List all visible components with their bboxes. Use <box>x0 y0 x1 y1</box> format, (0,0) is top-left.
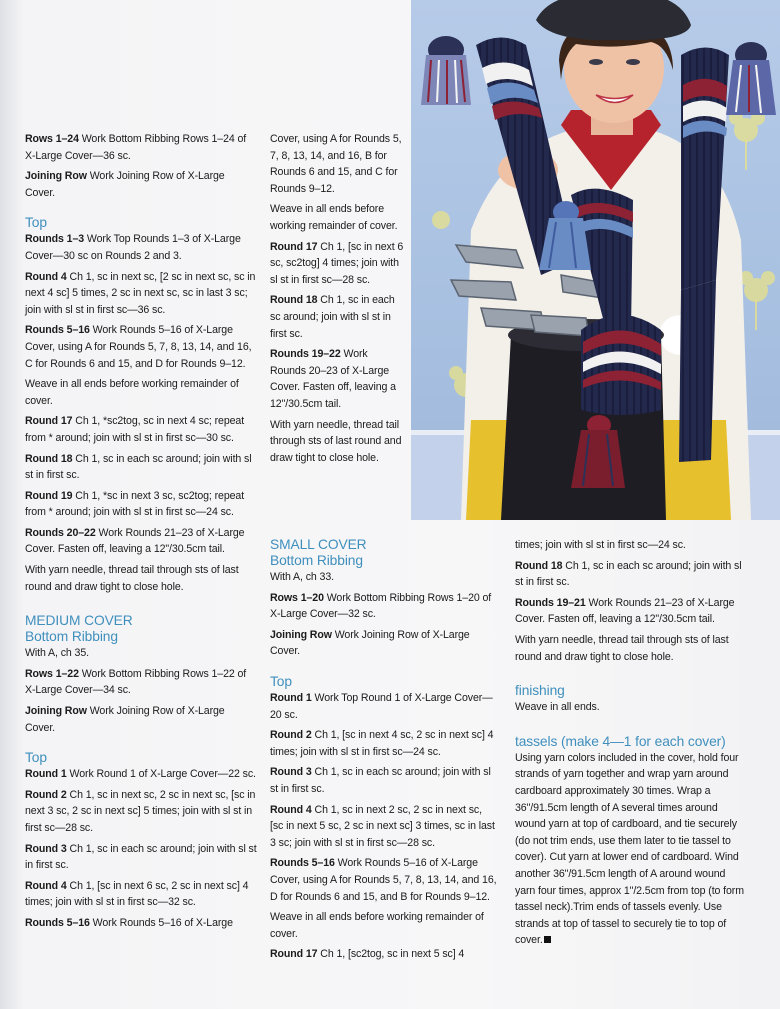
paragraph: Round 3 Ch 1, sc in each sc around; join with sl st in first sc. <box>25 842 257 872</box>
paragraph: Rounds 1–3 Work Top Rounds 1–3 of X-Large Cover—30 sc on Rounds 2 and 3. <box>25 233 241 262</box>
column-3 <box>515 537 747 953</box>
paragraph: Round 19 Ch 1, *sc in next 3 sc, sc2tog; repeat from * around; join with sl st in first sc—24 sc. <box>25 489 245 519</box>
paragraph: Round 2 Ch 1, [sc in next 4 sc, 2 sc in next sc] 4 times; join with sl st in first sc—24 sc. <box>270 729 494 758</box>
paragraph: With A, ch 35. <box>25 647 89 660</box>
paragraph: Round 2 Ch 1, sc in next sc, 2 sc in next sc, [sc in next 3 sc, 2 sc in next sc] 5 times; join with sl st in first sc—28 sc. <box>25 788 256 834</box>
subsection-heading: Bottom Ribbing <box>270 553 363 568</box>
paragraph: Rounds 5–16 Work Rounds 5–16 of X-Large <box>25 916 233 929</box>
paragraph: Round 17 Ch 1, *sc2tog, sc in next 4 sc; repeat from * around; join with sl st in first sc—30 sc. <box>25 415 245 444</box>
paragraph: Rounds 5–16 Work Rounds 5–16 of X-Large Cover, using A for Rounds 5, 7, 8, 13, 14, and 16, D for Rounds 6 and 15, and B for Rounds 9–12. <box>270 857 497 903</box>
paragraph: Round 18 Ch 1, sc in each sc around; join with sl st in first sc. <box>270 294 395 340</box>
paragraph: With A, ch 33. <box>270 571 334 583</box>
column-2-lower <box>270 537 498 967</box>
paragraph: Round 18 Ch 1, sc in each sc around; join with sl st in first sc. <box>25 452 252 482</box>
column-2-upper <box>270 131 406 470</box>
paragraph: Round 1 Work Round 1 of X-Large Cover—22 sc. <box>25 768 256 781</box>
paragraph: Round 18 Ch 1, sc in each sc around; join with sl st in first sc. <box>515 559 742 589</box>
paragraph: Joining Row Work Joining Row of X-Large Cover. <box>270 628 470 658</box>
woman-with-golf-club-covers-photo <box>411 0 780 520</box>
section-heading: SMALL COVER <box>270 537 367 552</box>
paragraph: Rounds 5–16 Work Rounds 5–16 of X-Large Cover, using A for Rounds 5, 7, 8, 13, 14, and 16, C for Rounds 6 and 15, and D for Rounds 9–12. <box>25 324 252 370</box>
paragraph: Weave in all ends before working remainder of cover. <box>25 378 239 407</box>
paragraph: Rows 1–20 Work Bottom Ribbing Rows 1–20 of X-Large Cover—32 sc. <box>270 591 492 621</box>
paragraph: Round 17 Ch 1, [sc2tog, sc in next 5 sc] 4 <box>270 948 465 961</box>
section-heading: finishing <box>515 683 565 699</box>
paragraph: times; join with sl st in first sc—24 sc. <box>515 539 686 551</box>
paragraph: Cover, using A for Rounds 5, 7, 8, 13, 14, and 16, B for Rounds 6 and 15, and C for Rounds 9–12. <box>270 133 402 195</box>
paragraph: Joining Row Work Joining Row of X-Large Cover. <box>25 170 225 199</box>
paragraph: Round 1 Work Top Round 1 of X-Large Cover—20 sc. <box>270 691 493 721</box>
product-photo <box>411 0 780 520</box>
paragraph: Rows 1–24 Work Bottom Ribbing Rows 1–24 of X-Large Cover—36 sc. <box>25 133 247 162</box>
section-heading: Top <box>25 215 47 231</box>
paragraph: Round 4 Ch 1, sc in next sc, [2 sc in next sc, sc in next 4 sc] 5 times, 2 sc in next sc, sc in last 3 sc; join with sl st in first sc—36 sc. <box>25 270 256 316</box>
paragraph: Weave in all ends before working remainder of cover. <box>270 203 398 232</box>
paragraph: Rounds 20–22 Work Rounds 21–23 of X-Large Cover. Fasten off, leaving a 12"/30.5cm tail. <box>25 526 245 556</box>
paragraph: With yarn needle, thread tail through sts of last round and draw tight to close hole. <box>270 418 402 464</box>
paragraph: With yarn needle, thread tail through sts of last round and draw tight to close hole. <box>515 633 729 663</box>
paragraph: Round 4 Ch 1, sc in next 2 sc, 2 sc in next sc, [sc in next 5 sc, 2 sc in next sc] 3 times, sc in last 3 sc; join with sl st in first sc—28 sc. <box>270 803 495 849</box>
subsection-heading: Bottom Ribbing <box>25 629 118 645</box>
paragraph: Weave in all ends. <box>515 701 600 714</box>
paragraph: Using yarn colors included in the cover, hold four strands of yarn together and wrap yarn around cardboard approximately 30 times. Wrap a 36"/91.5cm length of A several times around wound yarn at top of cardboard, and tie securely (do not trim ends, use them later to tie tassel to cover). Cut yarn at lower end of cardboard. Wind another 36"/91.5cm length of A around wound yarn four times, approx 1"/2.5cm from top (to form tassel neck).Trim ends of tassels evenly. Use strands at top of tassel to securely tie to top of cover. <box>515 751 744 947</box>
paragraph: Rounds 19–21 Work Rounds 21–23 of X-Large Cover. Fasten off, leaving a 12"/30.5cm tail. <box>515 596 735 626</box>
paragraph: Joining Row Work Joining Row of X-Large Cover. <box>25 705 225 734</box>
paragraph: Weave in all ends before working remainder of cover. <box>270 911 484 940</box>
section-heading: Top <box>25 750 47 766</box>
paragraph: With yarn needle, thread tail through sts of last round and draw tight to close hole. <box>25 564 239 593</box>
paragraph: Round 17 Ch 1, [sc in next 6 sc, sc2tog] 4 times; join with sl st in first sc—28 sc. <box>270 240 404 286</box>
paragraph: Round 3 Ch 1, sc in each sc around; join with sl st in first sc. <box>270 766 491 795</box>
section-heading: tassels (make 4—1 for each cover) <box>515 733 726 749</box>
paragraph: Rows 1–22 Work Bottom Ribbing Rows 1–22 of X-Large Cover—34 sc. <box>25 667 247 697</box>
end-mark-icon <box>544 936 551 943</box>
paragraph: Round 4 Ch 1, [sc in next 6 sc, 2 sc in next sc] 4 times; join with sl st in first sc—32 sc. <box>25 879 249 909</box>
section-heading: MEDIUM COVER <box>25 613 133 629</box>
paragraph: Rounds 19–22 Work Rounds 20–23 of X-Large Cover. Fasten off, leaving a 12"/30.5cm tail. <box>270 348 396 410</box>
section-heading: Top <box>270 673 292 689</box>
column-1 <box>25 131 257 936</box>
